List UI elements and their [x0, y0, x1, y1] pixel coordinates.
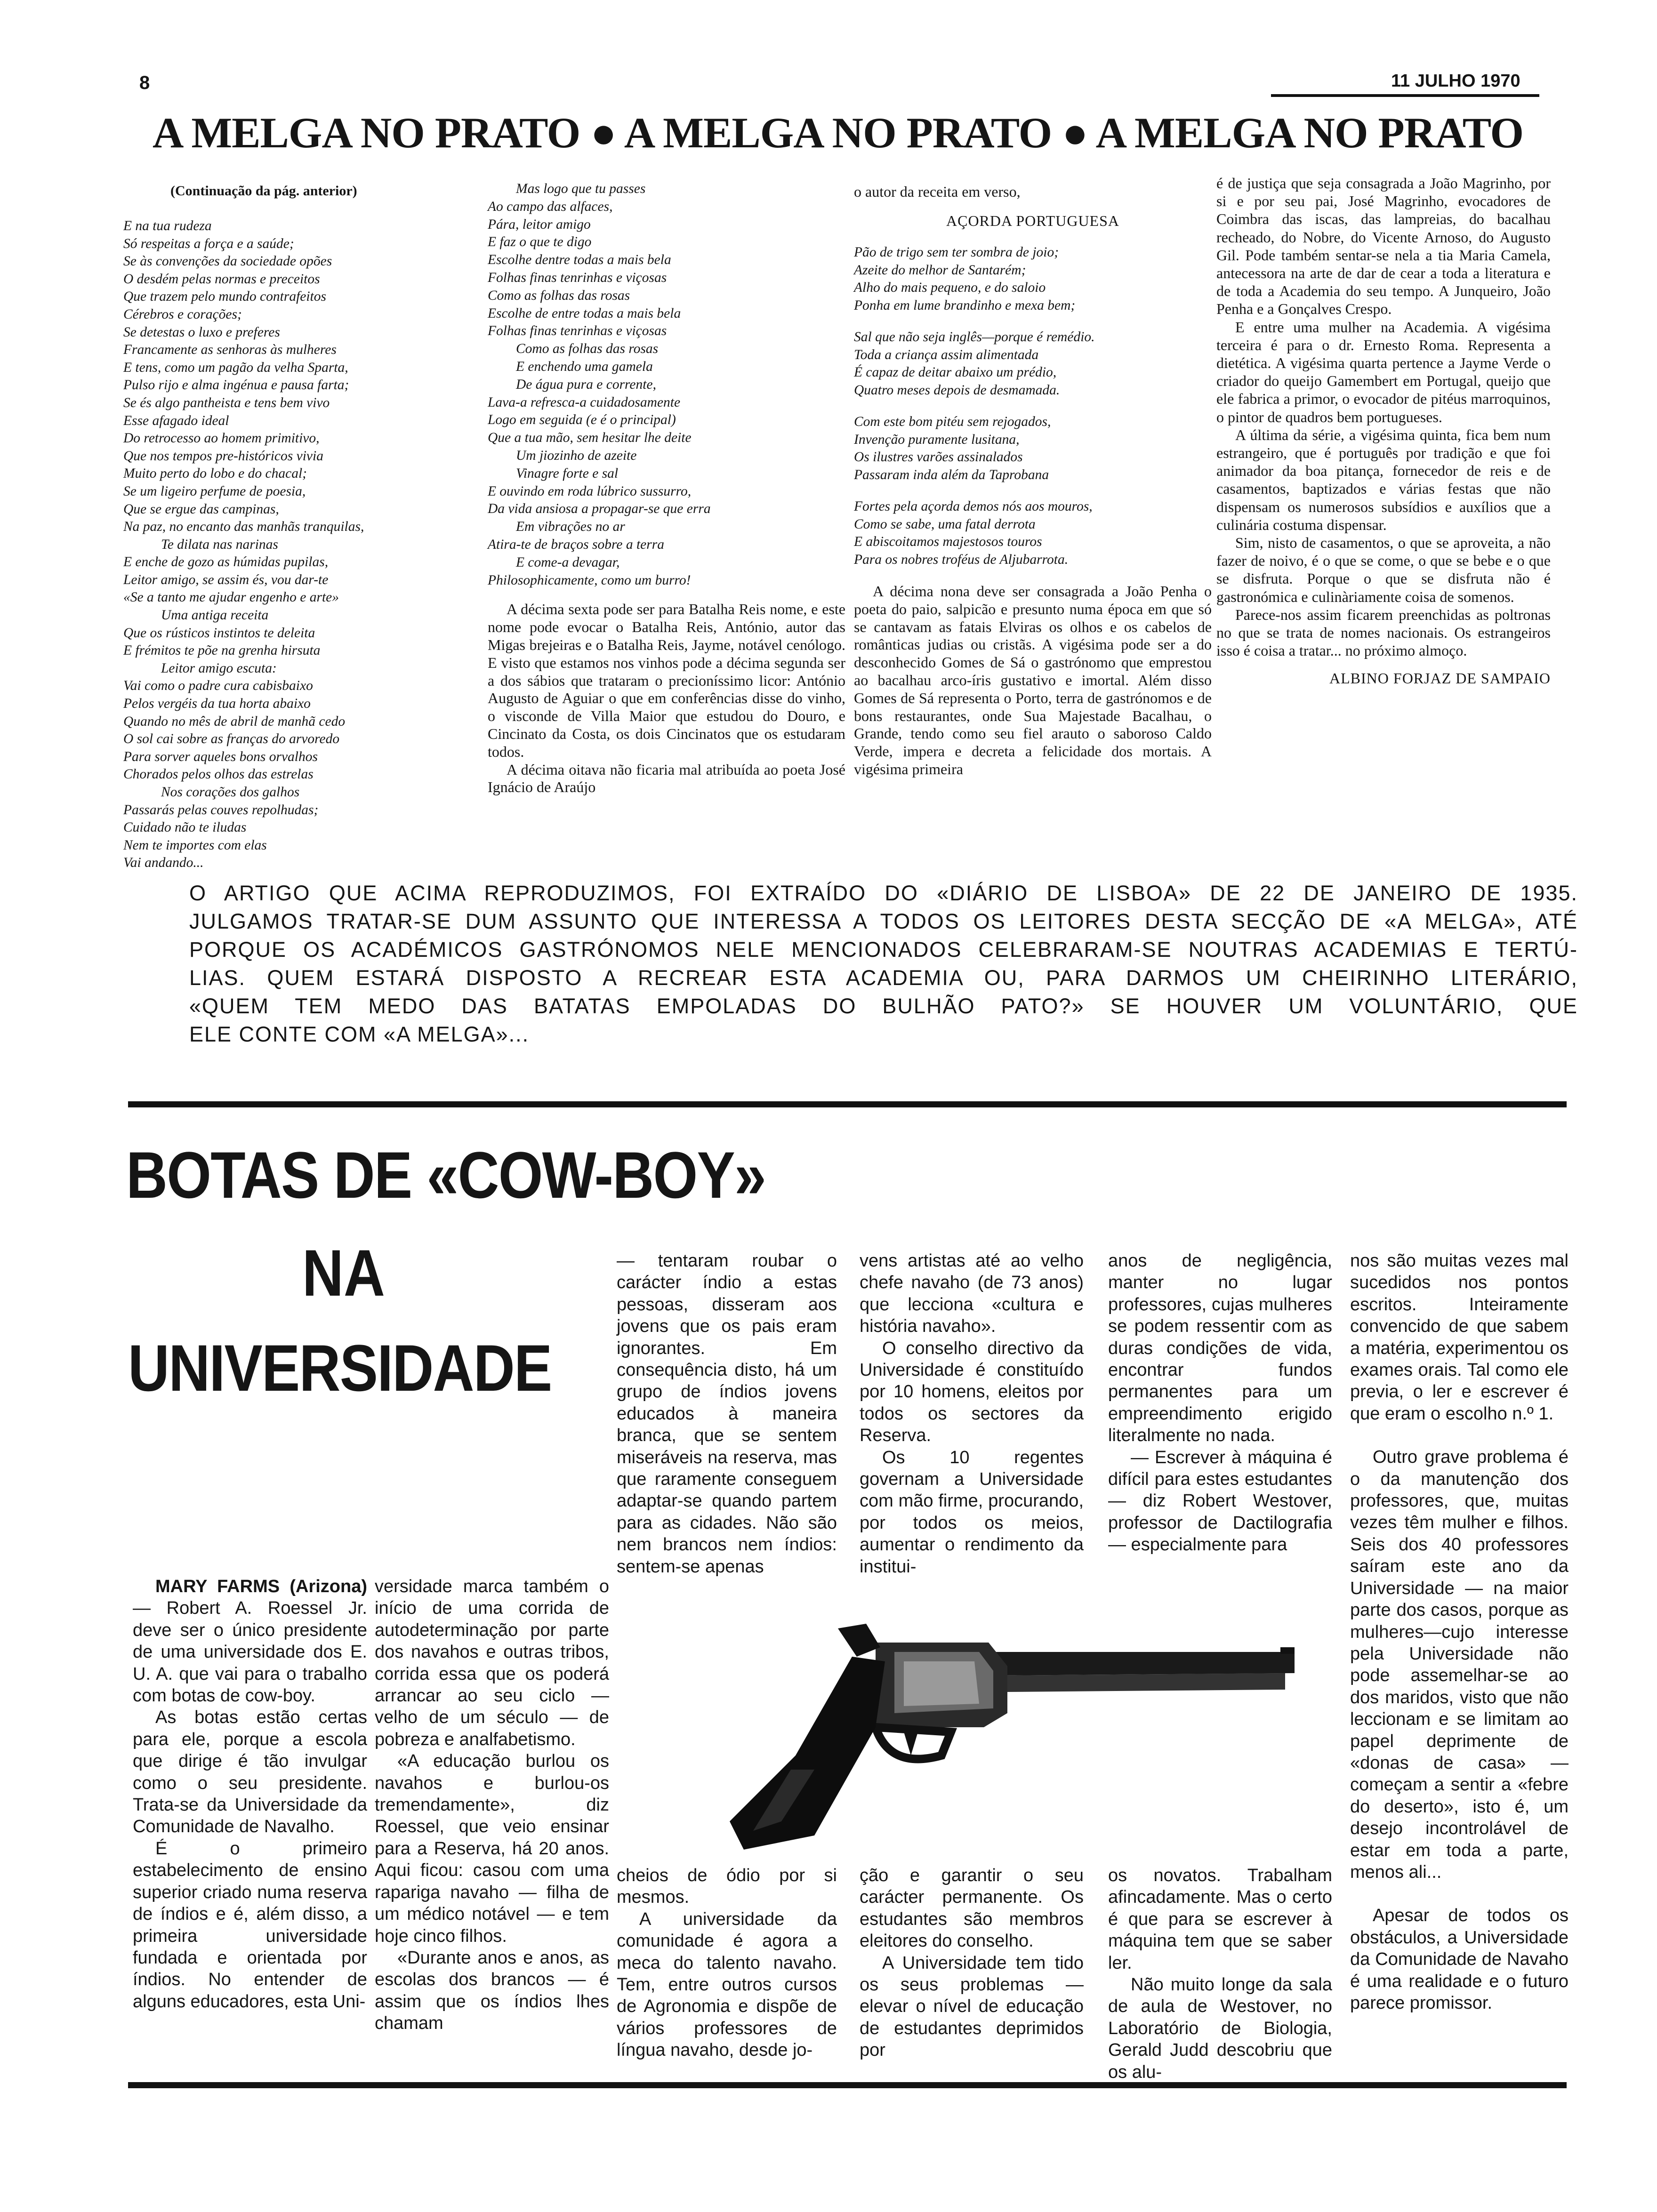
recipe-poem: [854, 244, 1212, 569]
poem-line: Esse afagado ideal: [123, 413, 229, 428]
article2-column-4-top: [860, 1250, 1084, 1578]
article1-column-2: [488, 180, 845, 796]
poem-line: Philosophicamente, como um burro!: [488, 572, 691, 588]
editor-note-line: JULGAMOS TRATAR-SE DUM ASSUNTO QUE INTERESSA A TODOS OS LEITORES DESTA SECÇÃO DE «A MELGA», ATÉ: [189, 909, 1578, 933]
poem-line: E enchendo uma gamela: [516, 359, 653, 374]
poem-part-1: [123, 217, 500, 872]
headline-line-2: NA: [302, 1236, 385, 1310]
article2-paragraph: Outro grave problema é o da manutenção dos professores, que, muitas vezes têm mulher e filhos. Seis dos 40 professores saíram este ano da Universidade — na maior parte dos casos, porque as mulheres—cujo interesse pela Universidade não pode assemelhar-se ao dos maridos, visto que não leccionam e se limitam ao papel deprimente de «donas de casa» — começam a sentir a «febre do deserto», isto é, um desejo incontrolável de estar em toda a parte, menos ali...: [1350, 1447, 1569, 1882]
poem-line: E tens, como um pagão da velha Sparta,: [123, 360, 348, 375]
poem-line: Vai andando...: [123, 855, 204, 871]
headline-line-1: BOTAS DE «COW-BOY»: [126, 1138, 766, 1212]
poem-line: Para os nobres troféus de Aljubarrota.: [854, 552, 1069, 567]
article1-prose-3: A décima nona deve ser consagrada a João Penha o poeta do paio, salpicão e presunto numa época em que só se cantavam as fatais Elviras os olhos e os cabelos de românticas judias ou cristãs. A vigésima pode ser a do desconhecido Gomes de Sá o gastrónomo que emprestou ao bacalhau arco-íris gustativo e imortal. Além disso Gomes de Sá representa o Porto, terra de gastrónomos e de bons restaurantes, onde Sua Majestade Bacalhau, o Grande, tendo como seu fiel arauto o saboroso Caldo Verde, impera e decreta a felicidade dos mortais. A vigésima primeira: [854, 583, 1212, 777]
article2-paragraph: — Escrever à máquina é difícil para estes estudantes — diz Robert Westover, professor de Dactilografia — especialmente para: [1108, 1447, 1332, 1555]
article1-column-4: [1216, 174, 1551, 688]
recipe-intro: o autor da receita em verso,: [854, 183, 1021, 200]
stanza: [854, 244, 1212, 314]
article2-paragraph: Não muito longe da sala de aula de Westover, no Laboratório de Biologia, Gerald Judd descobriu que os alu-: [1108, 1975, 1332, 2082]
poem-line: Para sorver aqueles bons orvalhos: [123, 749, 318, 764]
poem-line: Como as folhas das rosas: [516, 341, 659, 357]
article2-paragraph: — tentaram roubar o carácter índio a estas pessoas, disseram aos jovens que os pais eram ignorantes. Em consequência disto, há um grupo de índios jovens educados à maneira branca, que se sentem miseráveis na reserva, mas que raramente conseguem adaptar-se quando partem para as cidades. Não são nem brancos nem índios: sentem-se apenas: [617, 1251, 837, 1577]
article2-paragraph: «Durante anos e anos, as escolas dos brancos — é assim que os índios lhes chamam: [375, 1948, 609, 2034]
prose-paragraph: é de justiça que seja consagrada a João Magrinho, por si e por seu pai, José Magrinho, evocadores de Coimbra das iscas, das lampreias, do bacalhau recheado, do Nobre, do Vicente Arnoso, do Augusto Gil. Pode também sentar-se nela a tia Maria Camela, antecessora na arte de dar de cear a toda a literatura e de toda a Academia do seu tempo. A Junqueiro, João Penha e a Gonçalves Crespo.: [1216, 175, 1551, 318]
article2-paragraph: Apesar de todos os obstáculos, a Universidade da Comunidade de Navaho é uma realidade e o futuro parece promissor.: [1350, 1906, 1569, 2013]
poem-line: Pão de trigo sem ter sombra de joio;: [854, 245, 1059, 260]
poem-line: Folhas finas tenrinhas e viçosas: [488, 323, 667, 339]
poem-line: Escolhe de entre todas a mais bela: [488, 305, 681, 321]
poem-line: Uma antiga receita: [161, 608, 269, 623]
page-number: 8: [139, 72, 150, 93]
poem-line: Azeite do melhor de Santarém;: [854, 262, 1026, 278]
article2-column-4-bottom: [860, 1865, 1084, 2061]
poem-line: Como se sabe, uma fatal derrota: [854, 516, 1036, 532]
poem-line: E na tua rudeza: [123, 218, 212, 233]
article2-paragraph: cheios de ódio por si mesmos.: [617, 1866, 837, 1907]
stanza: [854, 329, 1212, 399]
poem-line: Atira-te de braços sobre a terra: [488, 537, 664, 552]
poem-line: Toda a criança assim alimentada: [854, 347, 1039, 362]
poem-line: Só respeitas a força e a saúde;: [123, 236, 294, 251]
article2-paragraph: nos são muitas vezes mal sucedidos nos pontos escritos. Inteiramente convencido de que sabem a matéria, experimentou os exames orais. Tal como ele previa, o ler e escrever é que eram o escolho n.º 1.: [1350, 1251, 1569, 1424]
poem-line: Se um ligeiro perfume de poesia,: [123, 483, 306, 499]
poem-line: Que trazem pelo mundo contrafeitos: [123, 289, 326, 305]
poem-line: E faz o que te digo: [488, 234, 592, 250]
poem-line: Lava-a refresca-a cuidadosamente: [488, 394, 681, 410]
prose-paragraph: Sim, nisto de casamentos, o que se aproveita, a não fazer de noivo, é o que se come, o que se bebe e o que se disfruta. Porque o que se disfruta não é gastronómica e culinàriamente coisa de somenos.: [1216, 534, 1551, 605]
poem-line: Vinagre forte e sal: [516, 465, 619, 481]
poem-line: Logo em seguida (e é o principal): [488, 412, 676, 428]
stanza: [854, 498, 1212, 569]
revolver-illustration: [697, 1614, 1309, 1859]
poem-line: Ponha em lume brandinho e mexa bem;: [854, 297, 1076, 313]
poem-line: Cérebros e corações;: [123, 306, 242, 322]
poem-line: Invenção puramente lusitana,: [854, 432, 1020, 447]
article2-column-2: [375, 1576, 609, 2035]
dateline: MARY FARMS (Arizona): [155, 1577, 367, 1596]
poem-line: Passarás pelas couves repolhudas;: [123, 802, 319, 817]
poem-line: De água pura e corrente,: [516, 377, 656, 392]
poem-line: Alho do mais pequeno, e do saloio: [854, 280, 1046, 295]
poem-line: Muito perto do lobo e do chacal;: [123, 466, 307, 481]
poem-line: Escolhe dentre todas a mais bela: [488, 252, 671, 268]
stanza: [854, 413, 1212, 484]
section-divider: [128, 1101, 1567, 1107]
article1-prose-4: [1216, 174, 1551, 659]
poem-line: Passaram inda além da Taprobana: [854, 467, 1049, 482]
poem-line: O desdém pelas normas e preceitos: [123, 271, 320, 287]
section-banner: A MELGA NO PRATO ● A MELGA NO PRATO ● A MELGA NO PRATO: [152, 109, 1524, 157]
poem-line: Um jiozinho de azeite: [516, 448, 637, 463]
article2-paragraph: — Robert A. Roessel Jr. deve ser o único presidente de uma universidade dos E. U. A. que vai para o trabalho com botas de cow-boy.: [133, 1598, 367, 1706]
prose-paragraph: A última da série, a vigésima quinta, fica bem num estrangeiro, que é português por tradição e que foi animador da boa pitança, fornecedor de reis e de casamentos, baptizados e várias festas que não dispensam os numerosos subsídios e auxílios que a culinária costuma dispensar.: [1216, 426, 1551, 533]
bottom-rule: [128, 2082, 1567, 2088]
poem-line: Chorados pelos olhos das estrelas: [123, 767, 314, 782]
article2-paragraph: os novatos. Trabalham afincadamente. Mas o certo é que para se escrever à máquina tem que se saber ler.: [1108, 1866, 1332, 1973]
recipe-title: AÇORDA PORTUGUESA: [946, 212, 1119, 229]
poem-line: Quatro meses depois de desmamada.: [854, 382, 1060, 398]
editor-note-line: O ARTIGO QUE ACIMA REPRODUZIMOS, FOI EXTRAÍDO DO «DIÁRIO DE LISBOA» DE 22 DE JANEIRO DE 1935.: [189, 881, 1578, 905]
poem-line: Francamente as senhoras às mulheres: [123, 342, 337, 358]
author-signature: ALBINO FORJAZ DE SAMPAIO: [1329, 670, 1551, 687]
poem-line: Do retrocesso ao homem primitivo,: [123, 431, 320, 446]
poem-line: Os ilustres varões assinalados: [854, 449, 1023, 465]
article2-paragraph: «A educação burlou os navahos e burlou-os tremendamente», diz Roessel, que veio ensinar para a Reserva, há 20 anos. Aqui ficou: casou com uma rapariga navaho — filha de um médico notável — e tem hoje cinco filhos.: [375, 1751, 609, 1946]
poem-line: «Se a tanto me ajudar engenho e arte»: [123, 590, 339, 605]
poem-line: Se às convenções da sociedade opões: [123, 254, 332, 269]
poem-line: Folhas finas tenrinhas e viçosas: [488, 270, 667, 285]
poem-line: Que se ergue das campinas,: [123, 501, 279, 517]
article1-column-3: [854, 183, 1212, 778]
article1-prose-2: [488, 601, 845, 796]
poem-line: Sal que não seja inglês—porque é remédio.: [854, 329, 1095, 345]
editor-note-line: PORQUE OS ACADÉMICOS GASTRÓNOMOS NELE MENCIONADOS CELEBRARAM-SE NOUTRAS ACADEMIAS E TERTÚ-: [189, 938, 1578, 962]
poem-line: Nem te importes com elas: [123, 837, 267, 853]
editor-note: [189, 879, 1578, 1049]
poem-line: E come-a devagar,: [516, 554, 620, 570]
poem-line: Em vibrações no ar: [516, 519, 625, 535]
poem-part-2: [488, 180, 845, 589]
article2-column-5-top: [1108, 1250, 1332, 1556]
editor-note-line: ELE CONTE COM «A MELGA»...: [189, 1022, 530, 1046]
poem-line: E frémitos te põe na grenha hirsuta: [123, 643, 321, 658]
poem-line: E ouvindo em roda lúbrico sussurro,: [488, 483, 692, 499]
article2-paragraph: anos de negligência, manter no lugar professores, cujas mulheres se podem ressentir com as duras condições de vida, encontrar fundos permanentes para um empreendimento erigido literalmente no nada.: [1108, 1251, 1332, 1446]
header-rule: [1271, 94, 1539, 97]
prose-paragraph: E entre uma mulher na Academia. A vigésima terceira é para o dr. Ernesto Roma. Representa a dietética. A vigésima quarta pertence a Jayme Verde o criador do queijo Gamembert em Portugal, queijo que ele fabrica a primor, o evocador de pitéus marroquinos, o pintor de quadros bem portugueses.: [1216, 318, 1551, 425]
article2-paragraph: A Universidade tem tido os seus problemas — elevar o nível de educação de estudantes deprimidos por: [860, 1953, 1084, 2060]
headline-line-3: UNIVERSIDADE: [128, 1331, 552, 1405]
article2-paragraph: Os 10 regentes governam a Universidade com mão firme, procurando, por todos os meios, aumentar o rendimento da institui-: [860, 1447, 1084, 1577]
prose-paragraph: A décima oitava não ficaria mal atribuída ao poeta José Ignácio de Araújo: [488, 761, 845, 796]
article2-column-5-bottom: [1108, 1865, 1332, 2083]
poem-line: Vai como o padre cura cabisbaixo: [123, 678, 313, 694]
article2-paragraph: É o primeiro estabelecimento de ensino superior criado numa reserva de índios e é, além disso, a primeira universidade fundada e orientada por índios. No entender de alguns educadores, esta Uni-: [133, 1838, 367, 2012]
poem-line: Da vida ansiosa a propagar-se que erra: [488, 501, 711, 517]
poem-line: Leitor amigo, se assim és, vou dar-te: [123, 572, 329, 587]
poem-line: Nos corações dos galhos: [161, 785, 300, 800]
poem-line: Pulso rijo e alma ingénua e pausa farta;: [123, 377, 349, 393]
article2-column-6: [1350, 1250, 1569, 2014]
article2-paragraph: ção e garantir o seu carácter permanente. Os estudantes são membros eleitores do conselho.: [860, 1866, 1084, 1951]
poem-line: O sol cai sobre as franças do arvoredo: [123, 731, 340, 747]
article2-paragraph: versidade marca também o início de uma corrida de autodeterminação por parte dos navahos e outras tribos, corrida essa que os poderá arrancar ao seu ciclo — velho de um século — de pobreza e analfabetismo.: [375, 1577, 609, 1749]
poem-line: É capaz de deitar abaixo um prédio,: [854, 365, 1057, 380]
poem-line: Que nos tempos pre-históricos vivia: [123, 448, 323, 464]
issue-date: 11 JULHO 1970: [1391, 71, 1520, 91]
article2-paragraph: As botas estão certas para ele, porque a escola que dirige é tão invulgar como o seu presidente. Trata-se da Universidade da Comunidade de Navalho.: [133, 1707, 367, 1837]
poem-line: Pelos vergéis da tua horta abaixo: [123, 696, 311, 712]
poem-line: Leitor amigo escuta:: [161, 660, 277, 676]
article2-paragraph: O conselho directivo da Universidade é constituído por 10 homens, eleitos por todos os sectores da Reserva.: [860, 1338, 1084, 1446]
article2-paragraph: vens artistas até ao velho chefe navaho (de 73 anos) que lecciona «cultura e história navaho».: [860, 1251, 1084, 1337]
poem-line: Como as folhas das rosas: [488, 288, 630, 303]
poem-line: Que a tua mão, sem hesitar lhe deite: [488, 430, 692, 446]
poem-line: E enche de gozo as húmidas pupilas,: [123, 554, 329, 570]
article1-column-1: [123, 183, 500, 872]
prose-paragraph: A décima sexta pode ser para Batalha Reis nome, e este nome pode evocar o Batalha Reis, António, autor das Migas brejeiras e o Batalha Reis, Jayme, notável cenólogo. E visto que estamos nos vinhos pode a décima segunda ser a dos sábios que trataram o precioníssimo licor: António Augusto de Aguiar o que em conferências disse do vinho, o visconde de Villa Maior que estudou do Douro, e Cincinato da Costa, os dois Cincinatos que os estudaram todos.: [488, 601, 845, 760]
poem-line: Que os rústicos instintos te deleita: [123, 625, 315, 641]
poem-line: Fortes pela açorda demos nós aos mouros,: [854, 499, 1093, 514]
poem-line: E abiscoitamos majestosos touros: [854, 534, 1042, 549]
poem-line: Se és algo pantheista e tens bem vivo: [123, 395, 330, 410]
article2-column-3-bottom: [617, 1865, 837, 2061]
poem-line: Com este bom pitéu sem rejogados,: [854, 414, 1051, 429]
poem-line: Quando no mês de abril de manhã cedo: [123, 713, 346, 729]
editor-note-line: «QUEM TEM MEDO DAS BATATAS EMPOLADAS DO BULHÃO PATO?» SE HOUVER UM VOLUNTÁRIO, QUE: [189, 994, 1578, 1018]
poem-line: Mas logo que tu passes: [516, 181, 646, 196]
article2-column-1: [133, 1576, 367, 2012]
continuation-note: (Continuação da pág. anterior): [170, 183, 357, 199]
article2-paragraph: A universidade da comunidade é agora a meca do talento navaho. Tem, entre outros cursos de Agronomia e dispõe de vários professores de língua navaho, desde jo-: [617, 1909, 837, 2060]
article2-column-3-top: [617, 1250, 837, 1578]
poem-line: Se detestas o luxo e preferes: [123, 324, 280, 340]
poem-line: Te dilata nas narinas: [161, 537, 278, 552]
poem-line: Cuidado não te iludas: [123, 820, 247, 835]
poem-line: Na paz, no encanto das manhãs tranquilas,: [123, 519, 364, 535]
poem-line: Ao campo das alfaces,: [488, 199, 613, 214]
prose-paragraph: Parece-nos assim ficarem preenchidas as poltronas no que se trata de nomes nacionais. Os estrangeiros isso é coisa a tratar... no próximo almoço.: [1216, 606, 1551, 659]
editor-note-line: LIAS. QUEM ESTARÁ DISPOSTO A RECREAR ESTA ACADEMIA OU, PARA DARMOS UM CHEIRINHO LITERÁRIO,: [189, 966, 1578, 990]
poem-line: Pára, leitor amigo: [488, 216, 591, 232]
